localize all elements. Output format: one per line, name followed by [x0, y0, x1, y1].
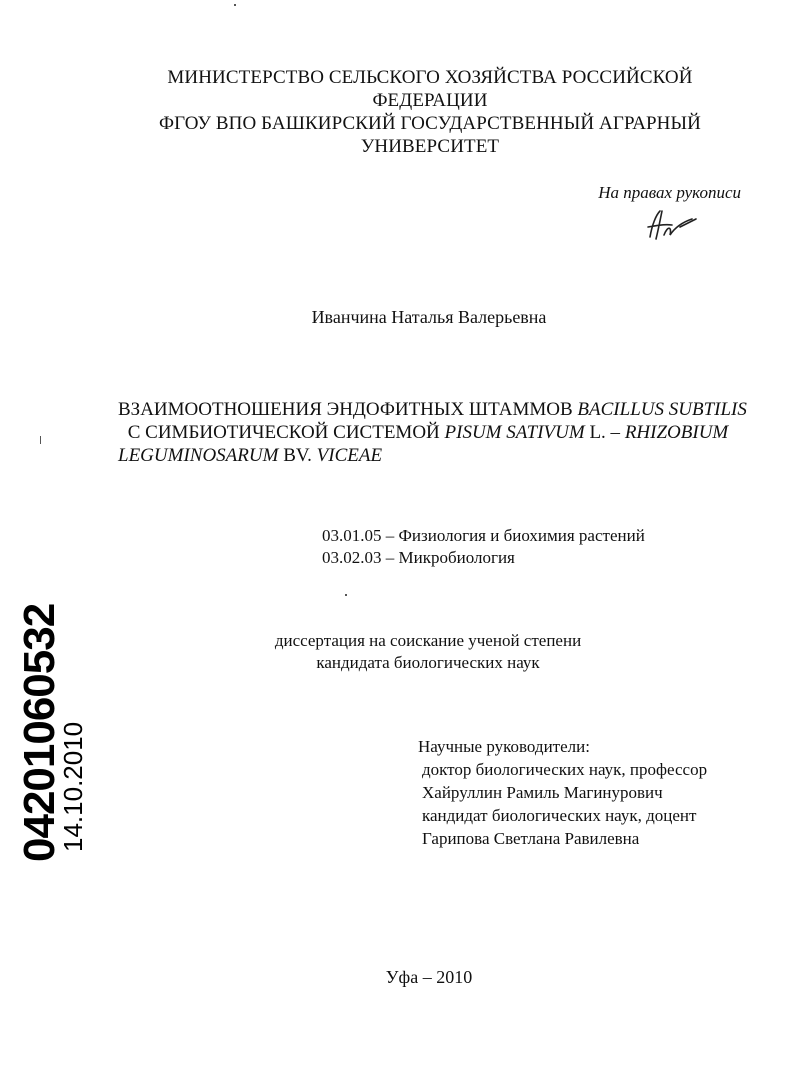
- title-text: С СИМБИОТИЧЕСКОЙ СИСТЕМОЙ: [127, 422, 445, 443]
- supervisors-heading: Научные руководители:: [418, 737, 590, 756]
- header-line-federation: ФЕДЕРАЦИИ: [372, 90, 488, 111]
- title-line-2: [118, 421, 738, 444]
- title-line-1: [118, 398, 747, 421]
- supervisor-1-name: Хайруллин Рамиль Магинурович: [422, 783, 663, 802]
- title-text: BV.: [278, 445, 317, 466]
- supervisor-2-title: кандидат биологических наук, доцент: [422, 806, 697, 825]
- degree-line-2: кандидата биологических наук: [316, 653, 540, 672]
- header-line-university-end: УНИВЕРСИТЕТ: [360, 136, 500, 157]
- title-text: L. –: [584, 422, 625, 443]
- city-year: Уфа – 2010: [385, 967, 473, 987]
- title-latin-term: LEGUMINOSARUM: [118, 445, 279, 466]
- manuscript-rights-note: На правах рукописи: [598, 183, 741, 202]
- specialty-item: 03.02.03 – Микробиология: [322, 548, 515, 567]
- title-latin-term: BACILLUS SUBTILIS: [577, 399, 747, 420]
- header-line-ministry: МИНИСТЕРСТВО СЕЛЬСКОГО ХОЗЯЙСТВА РОССИЙСКОЙ: [167, 67, 693, 88]
- specialty-item: 03.01.05 – Физиология и биохимия растений: [322, 526, 645, 545]
- title-latin-term: RHIZOBIUM: [624, 422, 729, 443]
- scientific-supervisors: [418, 735, 707, 850]
- title-text: ВЗАИМООТНОШЕНИЯ ЭНДОФИТНЫХ ШТАММОВ: [118, 399, 578, 420]
- handwritten-signature: [640, 207, 700, 243]
- scan-speck: [234, 4, 236, 6]
- stamp-date: 14.10.2010: [58, 721, 88, 852]
- scan-speck: [40, 436, 41, 444]
- institution-header: [60, 66, 793, 158]
- scan-speck: [345, 594, 347, 596]
- title-latin-term: VICEAE: [316, 445, 383, 466]
- specialty-codes: [322, 525, 645, 569]
- supervisor-1-title: доктор биологических наук, профессор: [422, 760, 708, 779]
- degree-line-1: диссертация на соискание ученой степени: [274, 631, 582, 650]
- stamp-code: 04201060532: [15, 603, 64, 862]
- title-latin-term: PISUM SATIVUM: [444, 422, 585, 443]
- title-line-3: [118, 444, 738, 467]
- header-line-university: ФГОУ ВПО БАШКИРСКИЙ ГОСУДАРСТВЕННЫЙ АГРАРНЫЙ: [158, 113, 701, 134]
- dissertation-title: [118, 398, 747, 467]
- author-name: Иванчина Наталья Валерьевна: [311, 307, 547, 327]
- library-stamp: [15, 603, 218, 962]
- degree-statement: [258, 630, 598, 674]
- supervisor-2-name: Гарипова Светлана Равилевна: [422, 829, 640, 848]
